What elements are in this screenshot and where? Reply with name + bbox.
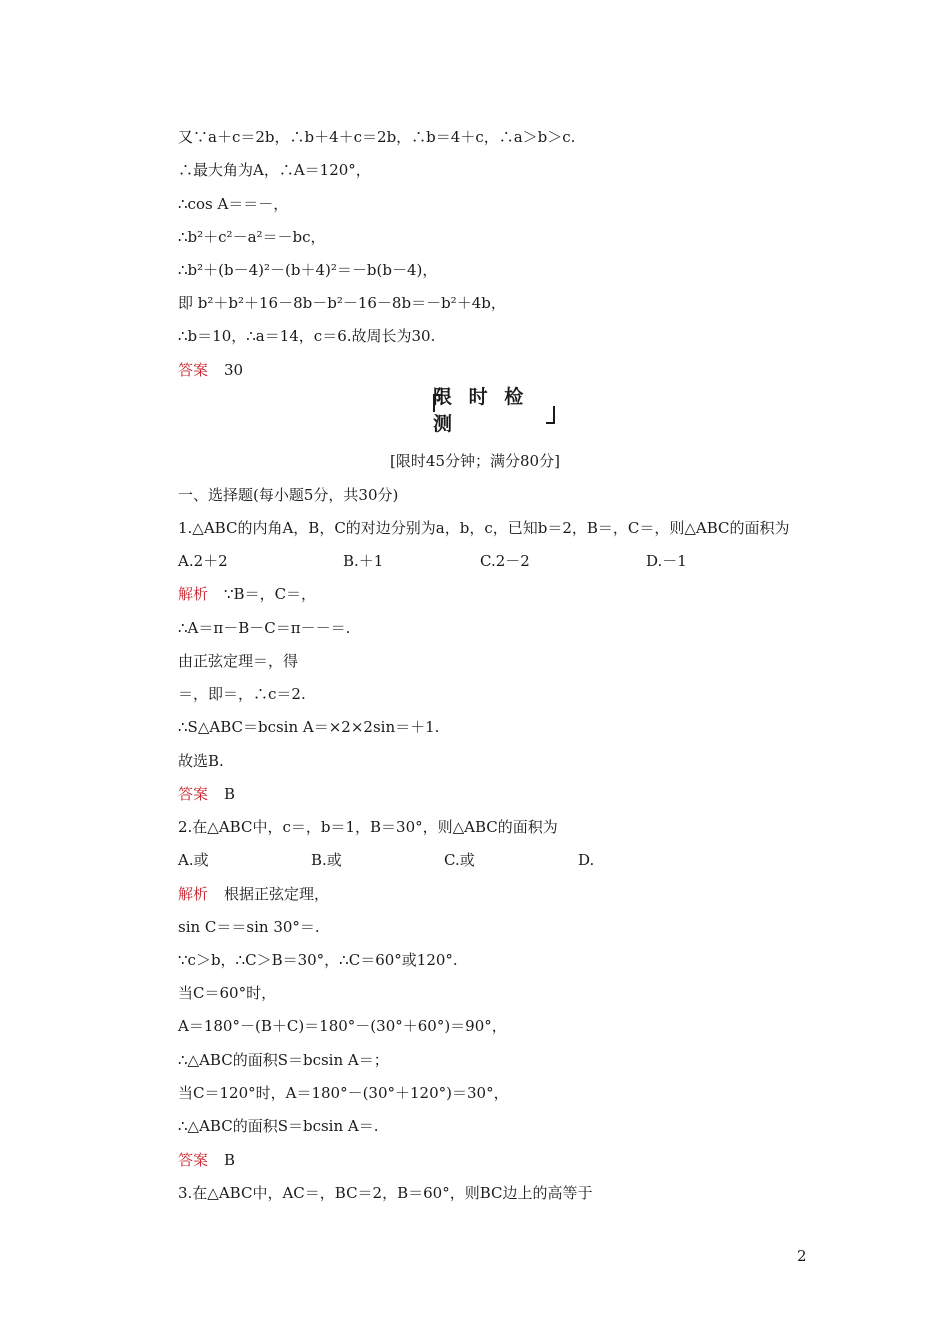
- q2-option-b: B.或: [311, 851, 342, 869]
- q2-analysis-line: 当C＝60°时，: [178, 984, 277, 1002]
- title-bracket-right: [546, 406, 555, 424]
- answer-value: B: [224, 785, 236, 803]
- page-number: 2: [797, 1247, 807, 1265]
- analysis-text: ∵B＝，C＝，: [224, 585, 317, 603]
- text-line: 即 b²＋b²＋16－8b－b²－16－8b＝－b²＋4b，: [178, 294, 506, 312]
- answer-value: B: [224, 1151, 236, 1169]
- q1-analysis-line: ∴A＝π－B－C＝π－－＝.: [178, 619, 351, 637]
- text-line: ∴最大角为A，∴A＝120°，: [178, 161, 371, 179]
- q2-analysis-line: 当C＝120°时，A＝180°－(30°＋120°)＝30°，: [178, 1084, 509, 1102]
- text-line: 又∵a＋c＝2b，∴b＋4＋c＝2b，∴b＝4＋c，∴a＞b＞c.: [178, 128, 576, 146]
- question-2-stem: 2.在△ABC中，c＝，b＝1，B＝30°，则△ABC的面积为: [178, 818, 558, 836]
- q1-answer-line: [178, 784, 235, 804]
- analysis-label: 解析: [178, 585, 209, 603]
- q2-analysis-line: A＝180°－(B＋C)＝180°－(30°＋60°)＝90°，: [178, 1017, 507, 1035]
- question-1-stem: 1.△ABC的内角A，B，C的对边分别为a，b，c，已知b＝2，B＝，C＝，则△ABC的面积为: [178, 519, 790, 537]
- question-3-stem: 3.在△ABC中，AC＝，BC＝2，B＝60°，则BC边上的高等于: [178, 1184, 593, 1202]
- q1-option-d: D.－1: [646, 552, 687, 570]
- text-line: ∴b²＋(b－4)²－(b＋4)²＝－b(b－4)，: [178, 261, 438, 279]
- title-bracket-left: [433, 394, 442, 412]
- answer-line: [178, 360, 243, 380]
- q2-analysis-line: ∴△ABC的面积S＝bcsin A＝；: [178, 1051, 389, 1069]
- q1-analysis-line: 由正弦定理＝，得: [178, 652, 299, 670]
- q2-option-a: A.或: [178, 851, 209, 869]
- q2-analysis-line: sin C＝＝sin 30°＝.: [178, 918, 320, 936]
- q2-analysis-line: ∵c＞b，∴C＞B＝30°，∴C＝60°或120°.: [178, 951, 458, 969]
- q2-option-d: D.: [578, 851, 595, 869]
- q1-option-c: C.2－2: [480, 552, 530, 570]
- q1-analysis-line: 故选B.: [178, 752, 224, 770]
- q1-analysis-line: [178, 584, 316, 604]
- answer-label: 答案: [178, 1151, 209, 1169]
- text-line: ∴b＝10，∴a＝14，c＝6.故周长为30.: [178, 327, 436, 345]
- text-line: ∴cos A＝＝－，: [178, 195, 289, 213]
- text-line: ∴b²＋c²－a²＝－bc，: [178, 228, 326, 246]
- section-title-text: 限 时 检 测: [433, 386, 529, 435]
- q1-option-a: A.2＋2: [178, 552, 228, 570]
- answer-value: 30: [224, 361, 244, 379]
- section-title: [433, 386, 555, 435]
- q2-analysis-line: ∴△ABC的面积S＝bcsin A＝.: [178, 1117, 379, 1135]
- q1-analysis-line: ＝，即＝，∴c＝2.: [178, 685, 306, 703]
- answer-label: 答案: [178, 361, 209, 379]
- part-heading: 一、选择题(每小题5分，共30分): [178, 486, 399, 504]
- time-limit-note: [限时45分钟；满分80分]: [390, 452, 560, 470]
- q2-analysis-line: [178, 884, 329, 904]
- q1-option-b: B.＋1: [343, 552, 384, 570]
- answer-label: 答案: [178, 785, 209, 803]
- analysis-label: 解析: [178, 885, 209, 903]
- q2-answer-line: [178, 1150, 235, 1170]
- q1-analysis-line: ∴S△ABC＝bcsin A＝×2×2sin＝＋1.: [178, 718, 440, 736]
- analysis-text: 根据正弦定理，: [224, 885, 330, 903]
- q2-option-c: C.或: [444, 851, 475, 869]
